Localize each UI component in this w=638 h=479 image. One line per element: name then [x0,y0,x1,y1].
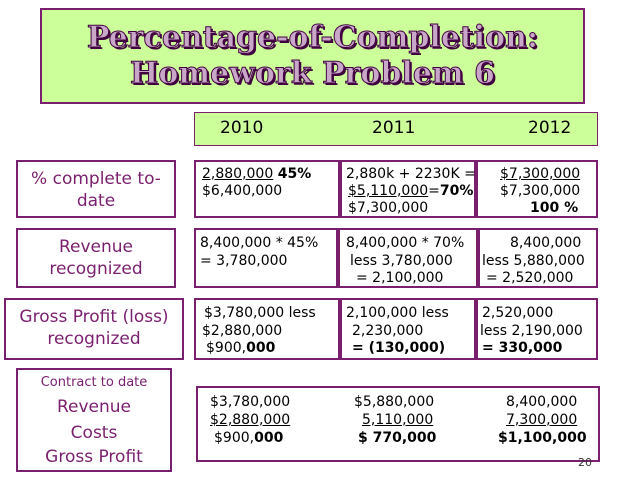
pct-2012-denominator: $7,300,000 [500,183,581,199]
contract-2010-gp-a: $900, [214,430,255,446]
pct-2010-cell [194,160,340,218]
pct-2010-percent: 45% [277,166,312,182]
gp-2011-cell [340,298,476,360]
contract-costs-label: Costs [70,423,118,443]
revenue-2010-line2: = 3,780,000 [200,253,288,269]
contract-gross-profit-label: Gross Profit [45,447,143,467]
pct-2011-cell [340,160,476,218]
title-line-1: Percentage-of-Completion: [86,20,539,55]
gp-2010-line2: $2,880,000 [202,323,283,339]
gp-2011-line2: 2,230,000 [352,323,424,339]
pct-complete-label-box [16,160,176,218]
contract-2010-revenue: $3,780,000 [210,394,291,410]
gp-2012-line1: 2,520,000 [482,305,554,321]
pct-2011-equals: = [428,183,440,199]
pct-2012-numerator: $7,300,000 [500,166,581,182]
revenue-2012-line3: = 2,520,000 [486,270,574,286]
pct-2011-cost: $5,110,000 [348,183,429,199]
year-2011: 2011 [372,118,416,138]
gp-2012-line3: = 330,000 [482,340,563,356]
gp-2010-line3-a: $900, [206,340,247,356]
contract-label-box [16,368,172,472]
contract-2011-gp: $ 770,000 [358,430,437,446]
revenue-2012-line1: 8,400,000 [510,235,582,251]
gp-2010-cell [194,298,340,360]
contract-header: Contract to date [40,375,148,390]
contract-2012-gp: $1,100,000 [498,430,587,446]
revenue-2011-line1: 8,400,000 * 70% [346,235,465,251]
gross-profit-label: Gross Profit (loss) recognized [19,307,169,349]
contract-2012-costs: 7,300,000 [506,412,578,428]
pct-2011-numerator: 2,880k + 2230K = [346,166,476,182]
revenue-2011-line3: = 2,100,000 [356,270,444,286]
revenue-2011-line2: less 3,780,000 [350,253,453,269]
gp-2012-line2: less 2,190,000 [480,323,583,339]
revenue-label-box [16,228,176,288]
page-number: 20 [578,456,592,469]
gp-2011-line1: 2,100,000 less [346,305,449,321]
gp-2010-line1: $3,780,000 less [204,305,316,321]
title-line-2: Homework Problem 6 [130,56,495,91]
pct-2012-percent: 100 % [530,200,579,216]
gp-2010-line3-b: 000 [246,340,276,356]
pct-2012-cell [476,160,598,218]
pct-2010-denominator: $6,400,000 [202,183,283,199]
pct-2010-numerator: 2,880,000 [202,166,274,182]
contract-2010-costs: $2,880,000 [210,412,291,428]
revenue-2010-cell [194,228,338,288]
revenue-2011-cell [338,228,478,288]
year-2012: 2012 [528,118,572,138]
pct-2011-denominator: $7,300,000 [348,200,429,216]
contract-2011-revenue: $5,880,000 [354,394,435,410]
revenue-2012-cell [478,228,598,288]
gp-2011-line3: = (130,000) [352,340,446,356]
gp-2012-cell [476,298,598,360]
contract-revenue-label: Revenue [56,397,132,417]
revenue-2012-line2: less 5,880,000 [482,253,585,269]
contract-values-box [196,386,600,462]
pct-2011-percent: 70% [439,183,474,199]
year-2010: 2010 [220,118,264,138]
slide-title [40,8,585,104]
revenue-label: Revenue recognized [49,237,143,279]
gross-profit-label-box [4,298,184,360]
pct-complete-label: % complete to-date [31,169,161,211]
contract-2010-gp-b: 000 [254,430,284,446]
contract-2012-revenue: 8,400,000 [506,394,578,410]
revenue-2010-line1: 8,400,000 * 45% [200,235,319,251]
contract-2011-costs: 5,110,000 [362,412,434,428]
